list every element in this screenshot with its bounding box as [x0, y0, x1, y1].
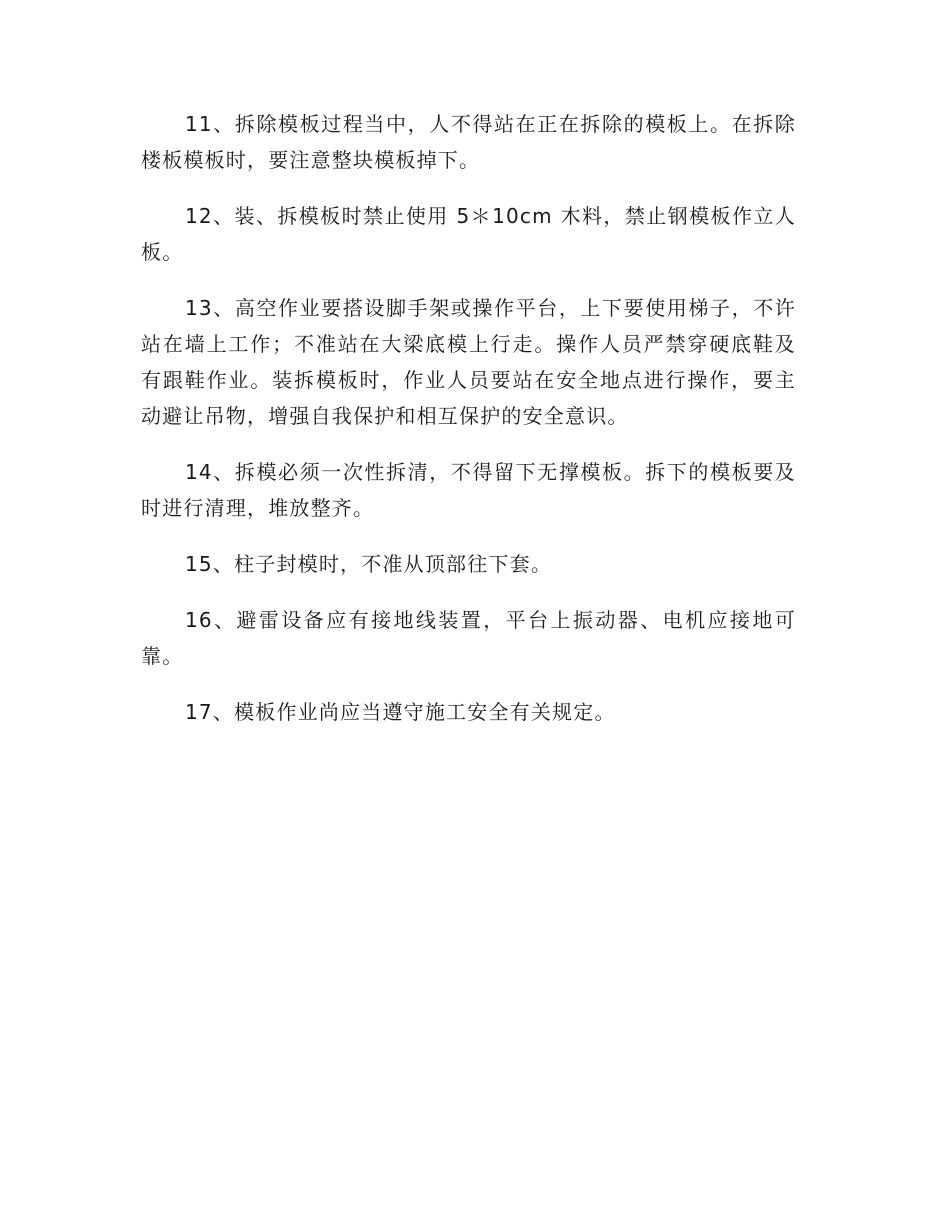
document-body: [141, 106, 796, 750]
paragraph-17: 17、模板作业尚应当遵守施工安全有关规定。: [185, 700, 616, 724]
paragraph-16: 16、避雷设备应有接地线装置，平台上振动器、电机应接地可靠。: [141, 608, 796, 668]
paragraph-11: 11、拆除模板过程当中，人不得站在正在拆除的模板上。在拆除楼板模板时，要注意整块模板掉下。: [141, 112, 796, 172]
paragraph-13: 13、高空作业要搭设脚手架或操作平台，上下要使用梯子，不许站在墙上工作；不准站在大梁底模上行走。操作人员严禁穿硬底鞋及有跟鞋作业。装拆模板时，作业人员要站在安全地点进行操作，要主动避让吊物，增强自我保护和相互保护的安全意识。: [141, 296, 796, 428]
paragraph-14: 14、拆模必须一次性拆清，不得留下无撑模板。拆下的模板要及时进行清理，堆放整齐。: [141, 460, 796, 520]
paragraph-12: 12、装、拆模板时禁止使用 5＊10cm 木料，禁止钢模板作立人板。: [141, 204, 796, 264]
paragraph-15: 15、柱子封模时，不准从顶部往下套。: [185, 552, 553, 576]
